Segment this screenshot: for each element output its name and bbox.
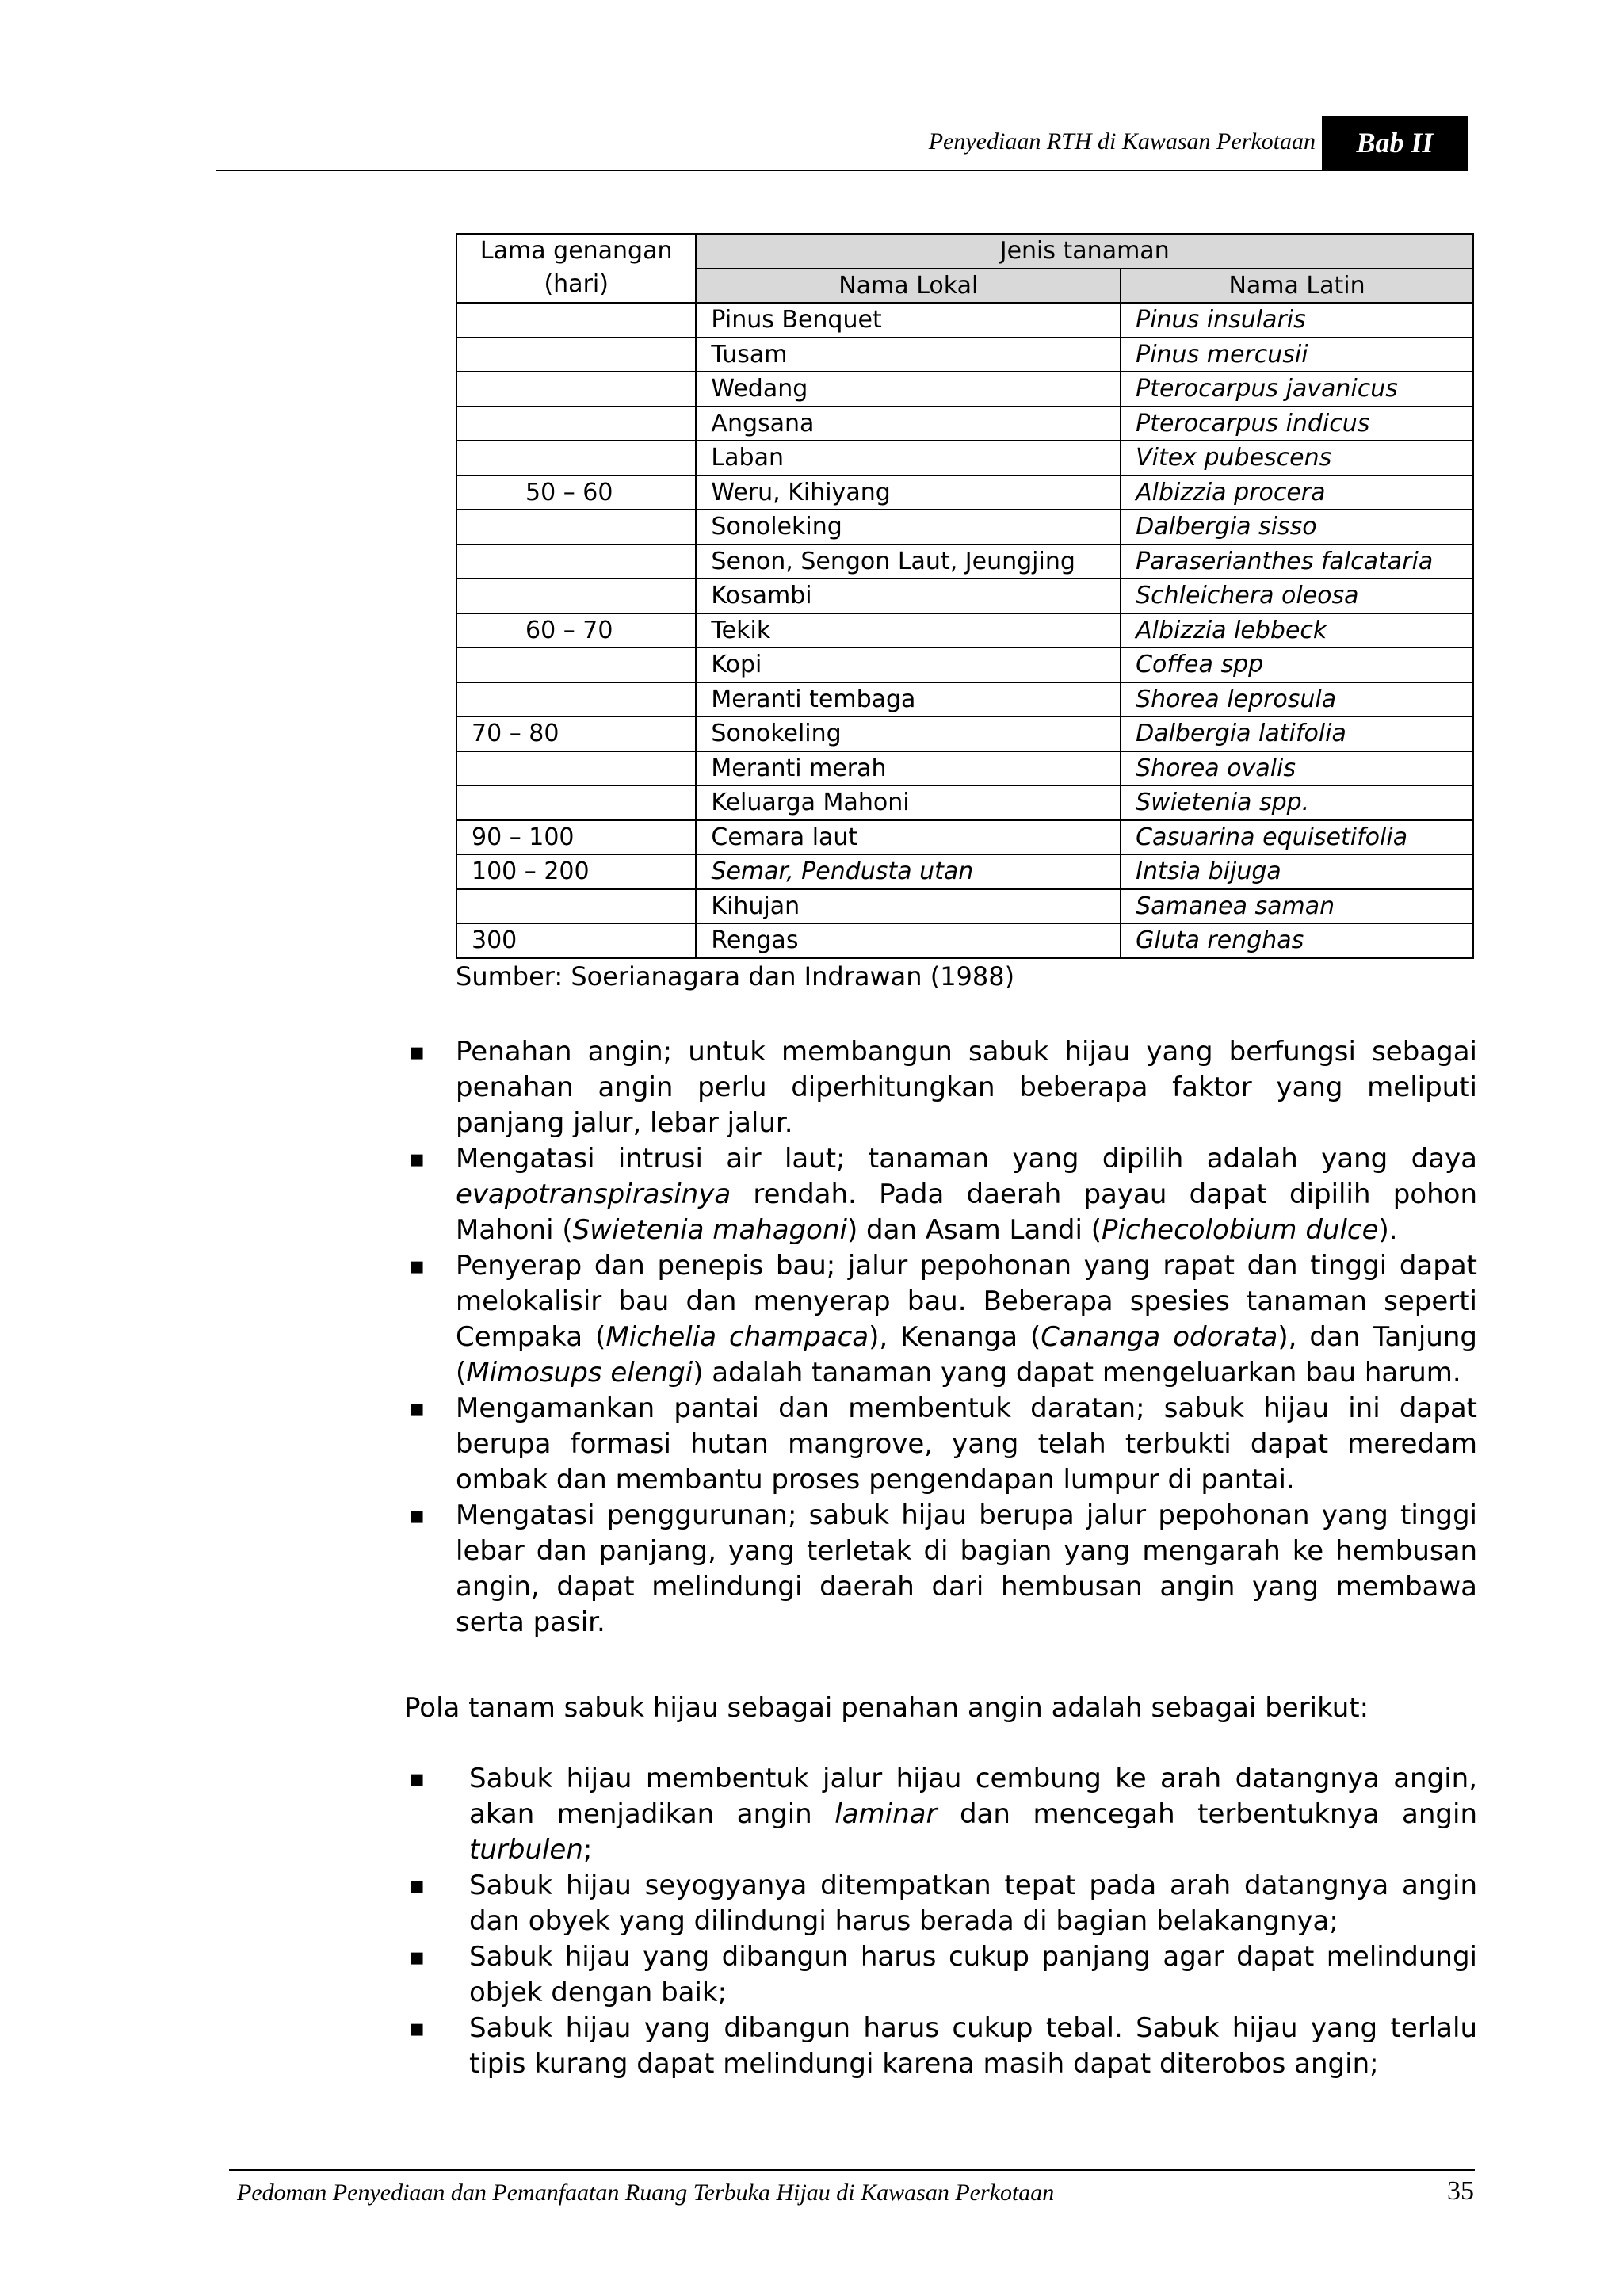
table-row [456, 510, 1473, 544]
list-item [404, 1761, 1477, 1868]
list-item-italic: evapotranspirasinya [456, 1179, 731, 1210]
table-header-row [456, 234, 1473, 269]
cell-nama-latin: Dalbergia sisso [1121, 510, 1473, 544]
page-number: 35 [1447, 2176, 1474, 2206]
cell-lama-genangan: 100 – 200 [456, 854, 696, 889]
table-row [456, 682, 1473, 717]
table-row [456, 303, 1473, 338]
table-row [456, 648, 1473, 682]
cell-nama-latin: Albizzia lebbeck [1121, 613, 1473, 648]
cell-lama-genangan [456, 510, 696, 544]
bullet-square-icon: ▪ [409, 1872, 426, 1900]
cell-nama-latin: Pinus insularis [1121, 303, 1473, 338]
list-item-text: Penyerap dan penepis bau; jalur pepohonan yang rapat dan tinggi dapat melokalisir bau dan menyerap bau. Beberapa spesies tanaman seperti Cempaka ( [456, 1250, 1477, 1353]
list-item-text: ) dan Asam Landi ( [846, 1214, 1102, 1246]
table-source: Sumber: Soerianagara dan Indrawan (1988) [456, 961, 1015, 991]
cell-nama-lokal: Rengas [696, 923, 1121, 958]
table-row [456, 889, 1473, 924]
cell-nama-latin: Samanea saman [1121, 889, 1473, 924]
cell-nama-lokal: Angsana [696, 407, 1121, 441]
table-row [456, 785, 1473, 820]
cell-nama-lokal: Tusam [696, 338, 1121, 372]
table-row [456, 923, 1473, 958]
col-header-nama-lokal: Nama Lokal [696, 269, 1121, 304]
cell-nama-lokal: Kosambi [696, 579, 1121, 613]
pola-tanam-intro: Pola tanam sabuk hijau sebagai penahan angin adalah sebagai berikut: [404, 1692, 1369, 1724]
cell-nama-lokal: Senon, Sengon Laut, Jeungjing [696, 544, 1121, 579]
table-row [456, 716, 1473, 751]
list-item-italic: Cananga odorata [1041, 1321, 1278, 1353]
col-header-nama-latin: Nama Latin [1121, 269, 1473, 304]
list-item-italic: Pichecolobium dulce [1101, 1214, 1379, 1246]
cell-nama-latin: Pterocarpus javanicus [1121, 372, 1473, 407]
cell-nama-latin: Casuarina equisetifolia [1121, 820, 1473, 855]
cell-nama-lokal: Weru, Kihiyang [696, 476, 1121, 510]
cell-nama-latin: Shorea leprosula [1121, 682, 1473, 717]
pola-bullet-list [404, 1761, 1477, 2082]
cell-nama-lokal: Kopi [696, 648, 1121, 682]
cell-lama-genangan: 50 – 60 [456, 476, 696, 510]
footer-rule [229, 2169, 1475, 2171]
list-item [404, 1034, 1477, 1141]
list-item-text: ; [582, 1834, 593, 1866]
cell-nama-latin: Gluta renghas [1121, 923, 1473, 958]
running-header-title: Penyediaan RTH di Kawasan Perkotaan [928, 128, 1316, 155]
list-item [404, 1248, 1477, 1391]
list-item [404, 1868, 1477, 1939]
list-item-text: Penahan angin; untuk membangun sabuk hijau yang berfungsi sebagai penahan angin perlu diperhitungkan beberapa faktor yang meliputi panjang jalur, lebar jalur. [456, 1036, 1477, 1139]
bullet-square-icon: ▪ [409, 1145, 426, 1173]
table-row [456, 544, 1473, 579]
cell-lama-genangan [456, 372, 696, 407]
chapter-badge: Bab II [1322, 116, 1468, 170]
list-item [404, 1391, 1477, 1498]
cell-lama-genangan [456, 303, 696, 338]
list-item [404, 2011, 1477, 2082]
cell-lama-genangan: 70 – 80 [456, 716, 696, 751]
list-item [404, 1498, 1477, 1641]
list-item-text: ) adalah tanaman yang dapat mengeluarkan bau harum. [693, 1357, 1461, 1389]
cell-lama-genangan [456, 544, 696, 579]
cell-nama-lokal: Pinus Benquet [696, 303, 1121, 338]
cell-nama-lokal: Meranti merah [696, 751, 1121, 786]
list-item-text: Mengatasi penggurunan; sabuk hijau berupa jalur pepohonan yang tinggi lebar dan panjang, yang terletak di bagian yang mengarah ke hembusan angin, dapat melindungi daerah dari hembusan angin yang membawa serta pasir. [456, 1499, 1477, 1638]
cell-lama-genangan [456, 338, 696, 372]
table-row [456, 476, 1473, 510]
cell-lama-genangan [456, 785, 696, 820]
list-item [404, 1141, 1477, 1248]
header-rule [216, 170, 1468, 171]
cell-nama-lokal: Sonokeling [696, 716, 1121, 751]
table-row [456, 372, 1473, 407]
col-header-lama-genangan [456, 234, 696, 303]
list-item-italic: Mimosups elengi [466, 1357, 693, 1389]
cell-nama-lokal: Sonoleking [696, 510, 1121, 544]
list-item-text: ), Kenanga ( [869, 1321, 1041, 1353]
cell-nama-lokal: Wedang [696, 372, 1121, 407]
cell-lama-genangan [456, 407, 696, 441]
col-header-lama-line1: Lama genangan [479, 237, 673, 265]
cell-lama-genangan [456, 441, 696, 476]
cell-nama-lokal: Tekik [696, 613, 1121, 648]
list-item-text: Mengamankan pantai dan membentuk daratan; sabuk hijau ini dapat berupa formasi hutan mangrove, yang telah terbukti dapat meredam ombak dan membantu proses pengendapan lumpur di pantai. [456, 1392, 1477, 1496]
cell-lama-genangan [456, 889, 696, 924]
table-row [456, 854, 1473, 889]
cell-nama-latin: Paraserianthes falcataria [1121, 544, 1473, 579]
list-item-text: ), dan Tanjung ( [456, 1321, 1477, 1389]
table-row [456, 338, 1473, 372]
table-row [456, 820, 1473, 855]
table-row [456, 407, 1473, 441]
footer-title: Pedoman Penyediaan dan Pemanfaatan Ruang Terbuka Hijau di Kawasan Perkotaan [237, 2179, 1055, 2206]
cell-nama-latin: Pterocarpus indicus [1121, 407, 1473, 441]
cell-lama-genangan [456, 682, 696, 717]
list-item-text: Sabuk hijau seyogyanya ditempatkan tepat pada arah datangnya angin dan obyek yang dilindungi harus berada di bagian belakangnya; [469, 1870, 1477, 1937]
list-item-italic: turbulen [469, 1834, 583, 1866]
cell-nama-latin: Shorea ovalis [1121, 751, 1473, 786]
cell-lama-genangan [456, 751, 696, 786]
bullet-square-icon: ▪ [409, 1252, 426, 1280]
bullet-square-icon: ▪ [409, 1502, 426, 1530]
cell-nama-lokal: Kihujan [696, 889, 1121, 924]
list-item [404, 1939, 1477, 2011]
plant-table [456, 233, 1474, 959]
cell-nama-latin: Intsia bijuga [1121, 854, 1473, 889]
function-bullet-list [404, 1034, 1477, 1641]
bullet-square-icon: ▪ [409, 1395, 426, 1423]
cell-nama-latin: Albizzia procera [1121, 476, 1473, 510]
table-row [456, 613, 1473, 648]
bullet-square-icon: ▪ [409, 1943, 426, 1971]
table-row [456, 441, 1473, 476]
cell-lama-genangan: 300 [456, 923, 696, 958]
cell-nama-latin: Pinus mercusii [1121, 338, 1473, 372]
cell-nama-lokal: Meranti tembaga [696, 682, 1121, 717]
cell-nama-lokal: Cemara laut [696, 820, 1121, 855]
list-item-text: Sabuk hijau yang dibangun harus cukup panjang agar dapat melindungi objek dengan baik; [469, 1941, 1477, 2008]
list-item-text: Sabuk hijau membentuk jalur hijau cembung ke arah datangnya angin, akan menjadikan angin [469, 1763, 1477, 1830]
bullet-square-icon: ▪ [409, 1038, 426, 1066]
cell-nama-latin: Schleichera oleosa [1121, 579, 1473, 613]
cell-nama-latin: Vitex pubescens [1121, 441, 1473, 476]
cell-lama-genangan [456, 579, 696, 613]
list-item-italic: Michelia champaca [605, 1321, 869, 1353]
cell-lama-genangan: 60 – 70 [456, 613, 696, 648]
list-item-text: rendah. Pada daerah payau dapat dipilih pohon Mahoni ( [456, 1179, 1477, 1246]
cell-lama-genangan: 90 – 100 [456, 820, 696, 855]
table-row [456, 751, 1473, 786]
cell-lama-genangan [456, 648, 696, 682]
cell-nama-latin: Coffea spp [1121, 648, 1473, 682]
col-header-jenis-tanaman: Jenis tanaman [696, 234, 1473, 269]
list-item-text: Mengatasi intrusi air laut; tanaman yang dipilih adalah yang daya [456, 1143, 1477, 1175]
cell-nama-lokal: Semar, Pendusta utan [696, 854, 1121, 889]
cell-nama-lokal: Keluarga Mahoni [696, 785, 1121, 820]
cell-nama-latin: Dalbergia latifolia [1121, 716, 1473, 751]
bullet-square-icon: ▪ [409, 1765, 426, 1793]
list-item-text: ). [1378, 1214, 1398, 1246]
table-row [456, 579, 1473, 613]
cell-nama-latin: Swietenia spp. [1121, 785, 1473, 820]
cell-nama-lokal: Laban [696, 441, 1121, 476]
bullet-square-icon: ▪ [409, 2015, 426, 2042]
list-item-italic: laminar [834, 1798, 938, 1830]
list-item-italic: Swietenia mahagoni [572, 1214, 847, 1246]
list-item-text: dan mencegah terbentuknya angin [937, 1798, 1477, 1830]
col-header-lama-line2: (hari) [544, 270, 609, 298]
list-item-text: Sabuk hijau yang dibangun harus cukup tebal. Sabuk hijau yang terlalu tipis kurang dapat melindungi karena masih dapat diterobos angin; [469, 2012, 1477, 2080]
